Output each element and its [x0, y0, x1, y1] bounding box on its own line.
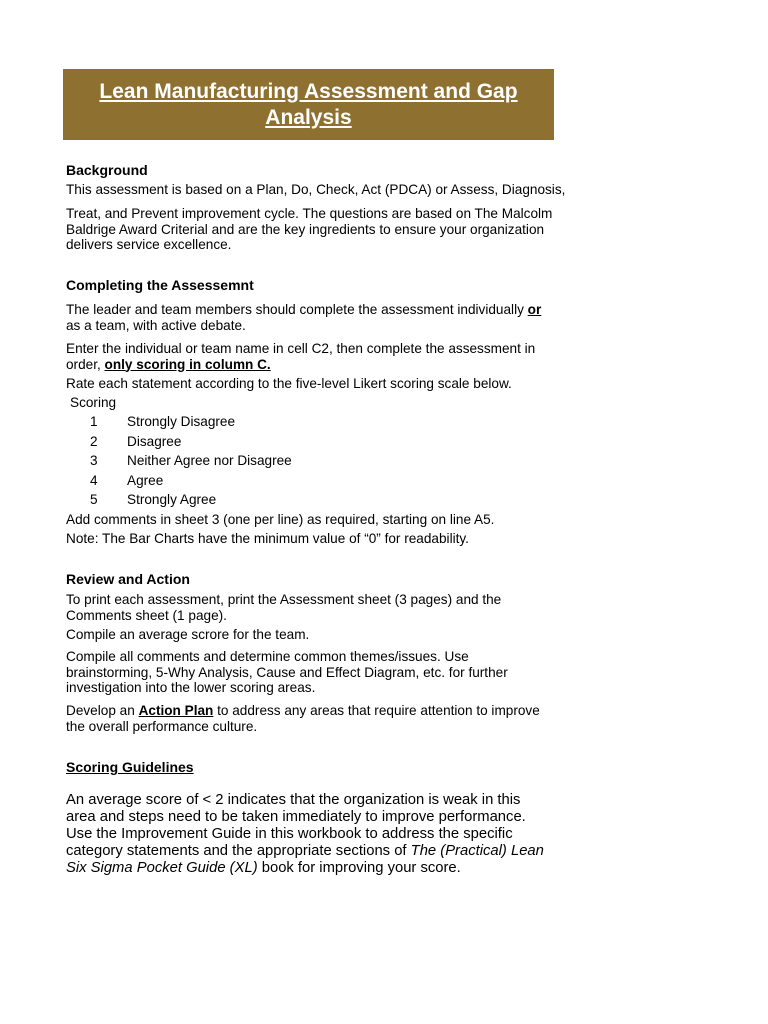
- guidelines-section: [66, 758, 586, 776]
- guidelines-text-a: An average score of < 2 indicates that the organization is weak in this area and steps need to be taken immediately to improve performance. Use the Improvement Guide in this workbook to address the specific category statements and the appropriate sections of: [66, 792, 526, 859]
- completing-p1-or: or: [527, 302, 542, 317]
- completing-note: Note: The Bar Charts have the minimum value of “0” for readability.: [66, 531, 469, 546]
- completing-p5-wrap: [66, 531, 586, 547]
- title-banner: [63, 69, 554, 140]
- scale-number: 5: [90, 492, 98, 507]
- scale-label: Disagree: [127, 433, 182, 449]
- scale-number: 4: [90, 472, 98, 488]
- completing-paragraph-3: Rate each statement according to the five-level Likert scoring scale below.: [66, 376, 512, 391]
- scale-row: [66, 412, 292, 432]
- action-plan-text: Action Plan: [138, 703, 214, 718]
- scale-number: 2: [90, 433, 98, 449]
- background-p1-wrap: [66, 182, 586, 198]
- completing-p2-wrap: [66, 341, 556, 372]
- background-heading: Background: [66, 162, 148, 178]
- review-p1-wrap: [66, 592, 526, 623]
- scoring-label-wrap: [70, 395, 590, 411]
- background-section: [66, 161, 586, 179]
- review-section: [66, 570, 586, 588]
- review-p4-text-b: to address any areas that require attention to improve the overall performance culture.: [66, 703, 540, 734]
- guidelines-p1-wrap: [66, 792, 546, 877]
- completing-p3-wrap: [66, 376, 586, 392]
- background-paragraph-1: This assessment is based on a Plan, Do, Check, Act (PDCA) or Assess, Diagnosis,: [66, 182, 566, 197]
- scale-number: 1: [90, 414, 98, 429]
- completing-p1-text-b: as a team, with active debate.: [66, 317, 246, 333]
- likert-scale: [66, 412, 292, 510]
- review-paragraph-4: [66, 703, 556, 734]
- scale-label: Agree: [127, 472, 164, 488]
- completing-heading: Completing the Assessemnt: [66, 277, 254, 293]
- review-p4-text-a: Develop an: [66, 703, 139, 718]
- document-title: Lean Manufacturing Assessment and Gap Analysis: [99, 79, 518, 129]
- guidelines-paragraph: [66, 792, 546, 877]
- completing-paragraph-1: [66, 302, 556, 333]
- scale-label: Neither Agree nor Disagree: [127, 453, 292, 468]
- completing-paragraph-4: Add comments in sheet 3 (one per line) as required, starting on line A5.: [66, 512, 495, 527]
- completing-p1-wrap: [66, 302, 556, 333]
- background-paragraph-2: Treat, and Prevent improvement cycle. The questions are based on The Malcolm Baldrige Award Criterial and are the key ingredients to ensure your organization delivers service excellence.: [66, 206, 553, 252]
- completing-section: [66, 276, 586, 294]
- guidelines-text-b: book for improving your score.: [257, 860, 461, 876]
- review-paragraph-2: Compile an average scrore for the team.: [66, 627, 310, 642]
- scale-row: [66, 471, 292, 491]
- scale-row: [66, 490, 292, 510]
- background-p2-wrap: [66, 206, 566, 253]
- review-heading: Review and Action: [66, 571, 190, 587]
- scoring-label: Scoring: [70, 395, 117, 410]
- scale-label: Strongly Agree: [127, 492, 217, 507]
- scale-row: [66, 432, 292, 452]
- completing-p2-text-a: Enter the individual or team name in cell C2, then complete the assessment in order,: [66, 341, 536, 372]
- scale-row: [66, 451, 292, 471]
- review-paragraph-1: To print each assessment, print the Assessment sheet (3 pages) and the Comments sheet (1 page).: [66, 592, 502, 623]
- review-p3-wrap: [66, 649, 531, 696]
- review-p2-wrap: [66, 627, 586, 643]
- completing-p1-text-a: The leader and team members should complete the assessment individually: [66, 302, 528, 317]
- guidelines-heading: Scoring Guidelines: [66, 759, 194, 775]
- completing-p4-wrap: [66, 512, 586, 528]
- review-paragraph-3: Compile all comments and determine common themes/issues. Use brainstorming, 5-Why Analysis, Cause and Effect Diagram, etc. for further investigation into the lower scoring areas.: [66, 649, 508, 695]
- scale-number: 3: [90, 453, 98, 468]
- review-p4-wrap: [66, 703, 556, 734]
- completing-paragraph-2: [66, 341, 556, 372]
- scale-label: Strongly Disagree: [127, 414, 236, 429]
- guidelines-book-title: The (Practical) Lean Six Sigma Pocket Guide (XL): [66, 843, 544, 876]
- completing-p2-bold: only scoring in column C.: [104, 356, 271, 372]
